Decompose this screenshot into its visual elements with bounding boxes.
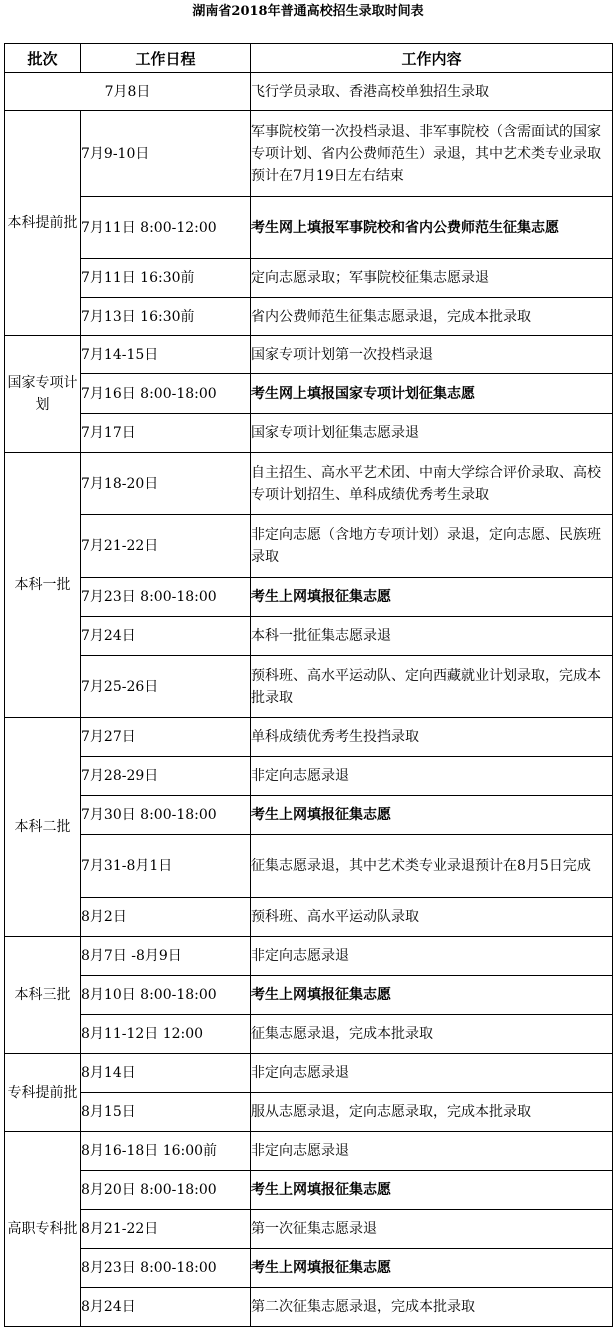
header-content: 工作内容 (251, 44, 613, 73)
date-cell: 8月24日 (81, 1288, 251, 1327)
content-cell: 预科班、高水平运动队、定向西藏就业计划录取，完成本批录取 (251, 656, 613, 718)
content-cell: 非定向志愿录退 (251, 937, 613, 976)
date-cell: 8月10日 8:00-18:00 (81, 976, 251, 1015)
table-row (5, 796, 613, 835)
content-cell: 飞行学员录取、香港高校单独招生录取 (251, 73, 613, 111)
content-cell: 省内公费师范生征集志愿录退，完成本批录取 (251, 298, 613, 336)
table-row (5, 1054, 613, 1093)
batch-cell: 高职专科批 (5, 1132, 81, 1327)
content-cell: 考生上网填报征集志愿 (251, 578, 613, 617)
date-cell: 7月9-10日 (81, 111, 251, 197)
content-cell: 国家专项计划第一次投档录退 (251, 336, 613, 374)
batch-cell: 国家专项计划 (5, 336, 81, 453)
table-row (5, 453, 613, 515)
date-cell: 7月8日 (5, 73, 251, 111)
table-row (5, 1015, 613, 1054)
table-row (5, 259, 613, 298)
table-row (5, 298, 613, 336)
date-cell: 7月13日 16:30前 (81, 298, 251, 336)
table-row (5, 656, 613, 718)
table-row (5, 197, 613, 259)
date-cell: 7月25-26日 (81, 656, 251, 718)
table-header-row (5, 44, 613, 73)
content-cell: 征集志愿录退，完成本批录取 (251, 1015, 613, 1054)
date-cell: 8月23日 8:00-18:00 (81, 1249, 251, 1288)
content-cell: 预科班、高水平运动队录取 (251, 898, 613, 937)
date-cell: 8月20日 8:00-18:00 (81, 1171, 251, 1210)
content-cell: 服从志愿录退，定向志愿录取，完成本批录取 (251, 1093, 613, 1132)
table-row (5, 757, 613, 796)
table-row (5, 1132, 613, 1171)
table-row (5, 1210, 613, 1249)
date-cell: 8月11-12日 12:00 (81, 1015, 251, 1054)
date-cell: 7月23日 8:00-18:00 (81, 578, 251, 617)
table-row (5, 718, 613, 757)
date-cell: 7月14-15日 (81, 336, 251, 374)
table-row (5, 1171, 613, 1210)
date-cell: 7月18-20日 (81, 453, 251, 515)
content-cell: 考生上网填报征集志愿 (251, 796, 613, 835)
date-cell: 7月24日 (81, 617, 251, 656)
admission-schedule-table (4, 43, 613, 1327)
content-cell: 第一次征集志愿录退 (251, 1210, 613, 1249)
table-row (5, 515, 613, 578)
content-cell: 单科成绩优秀考生投挡录取 (251, 718, 613, 757)
date-cell: 8月2日 (81, 898, 251, 937)
table-row (5, 617, 613, 656)
table-row (5, 111, 613, 197)
date-cell: 7月27日 (81, 718, 251, 757)
date-cell: 7月28-29日 (81, 757, 251, 796)
date-cell: 8月15日 (81, 1093, 251, 1132)
content-cell: 考生网上填报军事院校和省内公费师范生征集志愿 (251, 197, 613, 259)
date-cell: 8月16-18日 16:00前 (81, 1132, 251, 1171)
batch-cell: 本科三批 (5, 937, 81, 1054)
content-cell: 考生上网填报征集志愿 (251, 1171, 613, 1210)
content-cell: 国家专项计划征集志愿录退 (251, 414, 613, 453)
date-cell: 7月11日 8:00-12:00 (81, 197, 251, 259)
content-cell: 自主招生、高水平艺术团、中南大学综合评价录取、高校专项计划招生、单科成绩优秀考生录取 (251, 453, 613, 515)
table-row (5, 1249, 613, 1288)
date-cell: 7月11日 16:30前 (81, 259, 251, 298)
page-title: 湖南省2018年普通高校招生录取时间表 (192, 4, 424, 19)
date-cell: 8月7日 -8月9日 (81, 937, 251, 976)
table-row (5, 835, 613, 898)
table-row (5, 414, 613, 453)
batch-cell: 专科提前批 (5, 1054, 81, 1132)
content-cell: 第二次征集志愿录退，完成本批录取 (251, 1288, 613, 1327)
date-cell: 8月14日 (81, 1054, 251, 1093)
content-cell: 非定向志愿（含地方专项计划）录退，定向志愿、民族班录取 (251, 515, 613, 578)
date-cell: 7月16日 8:00-18:00 (81, 374, 251, 414)
table-row (5, 1288, 613, 1327)
content-cell: 非定向志愿录退 (251, 1054, 613, 1093)
date-cell: 7月31-8月1日 (81, 835, 251, 898)
content-cell: 本科一批征集志愿录退 (251, 617, 613, 656)
batch-cell: 本科提前批 (5, 111, 81, 336)
table-row (5, 578, 613, 617)
content-cell: 考生网上填报国家专项计划征集志愿 (251, 374, 613, 414)
content-cell: 非定向志愿录退 (251, 1132, 613, 1171)
table-row (5, 898, 613, 937)
content-cell: 征集志愿录退，其中艺术类专业录退预计在8月5日完成 (251, 835, 613, 898)
batch-cell: 本科一批 (5, 453, 81, 718)
content-cell: 考生上网填报征集志愿 (251, 976, 613, 1015)
content-cell: 非定向志愿录退 (251, 757, 613, 796)
date-cell: 7月17日 (81, 414, 251, 453)
table-row (5, 336, 613, 374)
table-row (5, 374, 613, 414)
table-row (5, 73, 613, 111)
content-cell: 考生上网填报征集志愿 (251, 1249, 613, 1288)
table-row (5, 1093, 613, 1132)
content-cell: 军事院校第一次投档录退、非军事院校（含需面试的国家专项计划、省内公费师范生）录退，其中艺术类专业录取预计在7月19日左右结束 (251, 111, 613, 197)
content-cell: 定向志愿录取；军事院校征集志愿录退 (251, 259, 613, 298)
date-cell: 7月30日 8:00-18:00 (81, 796, 251, 835)
table-row (5, 976, 613, 1015)
date-cell: 7月21-22日 (81, 515, 251, 578)
header-batch: 批次 (5, 44, 81, 73)
date-cell: 8月21-22日 (81, 1210, 251, 1249)
table-row (5, 937, 613, 976)
batch-cell: 本科二批 (5, 718, 81, 937)
header-date: 工作日程 (81, 44, 251, 73)
